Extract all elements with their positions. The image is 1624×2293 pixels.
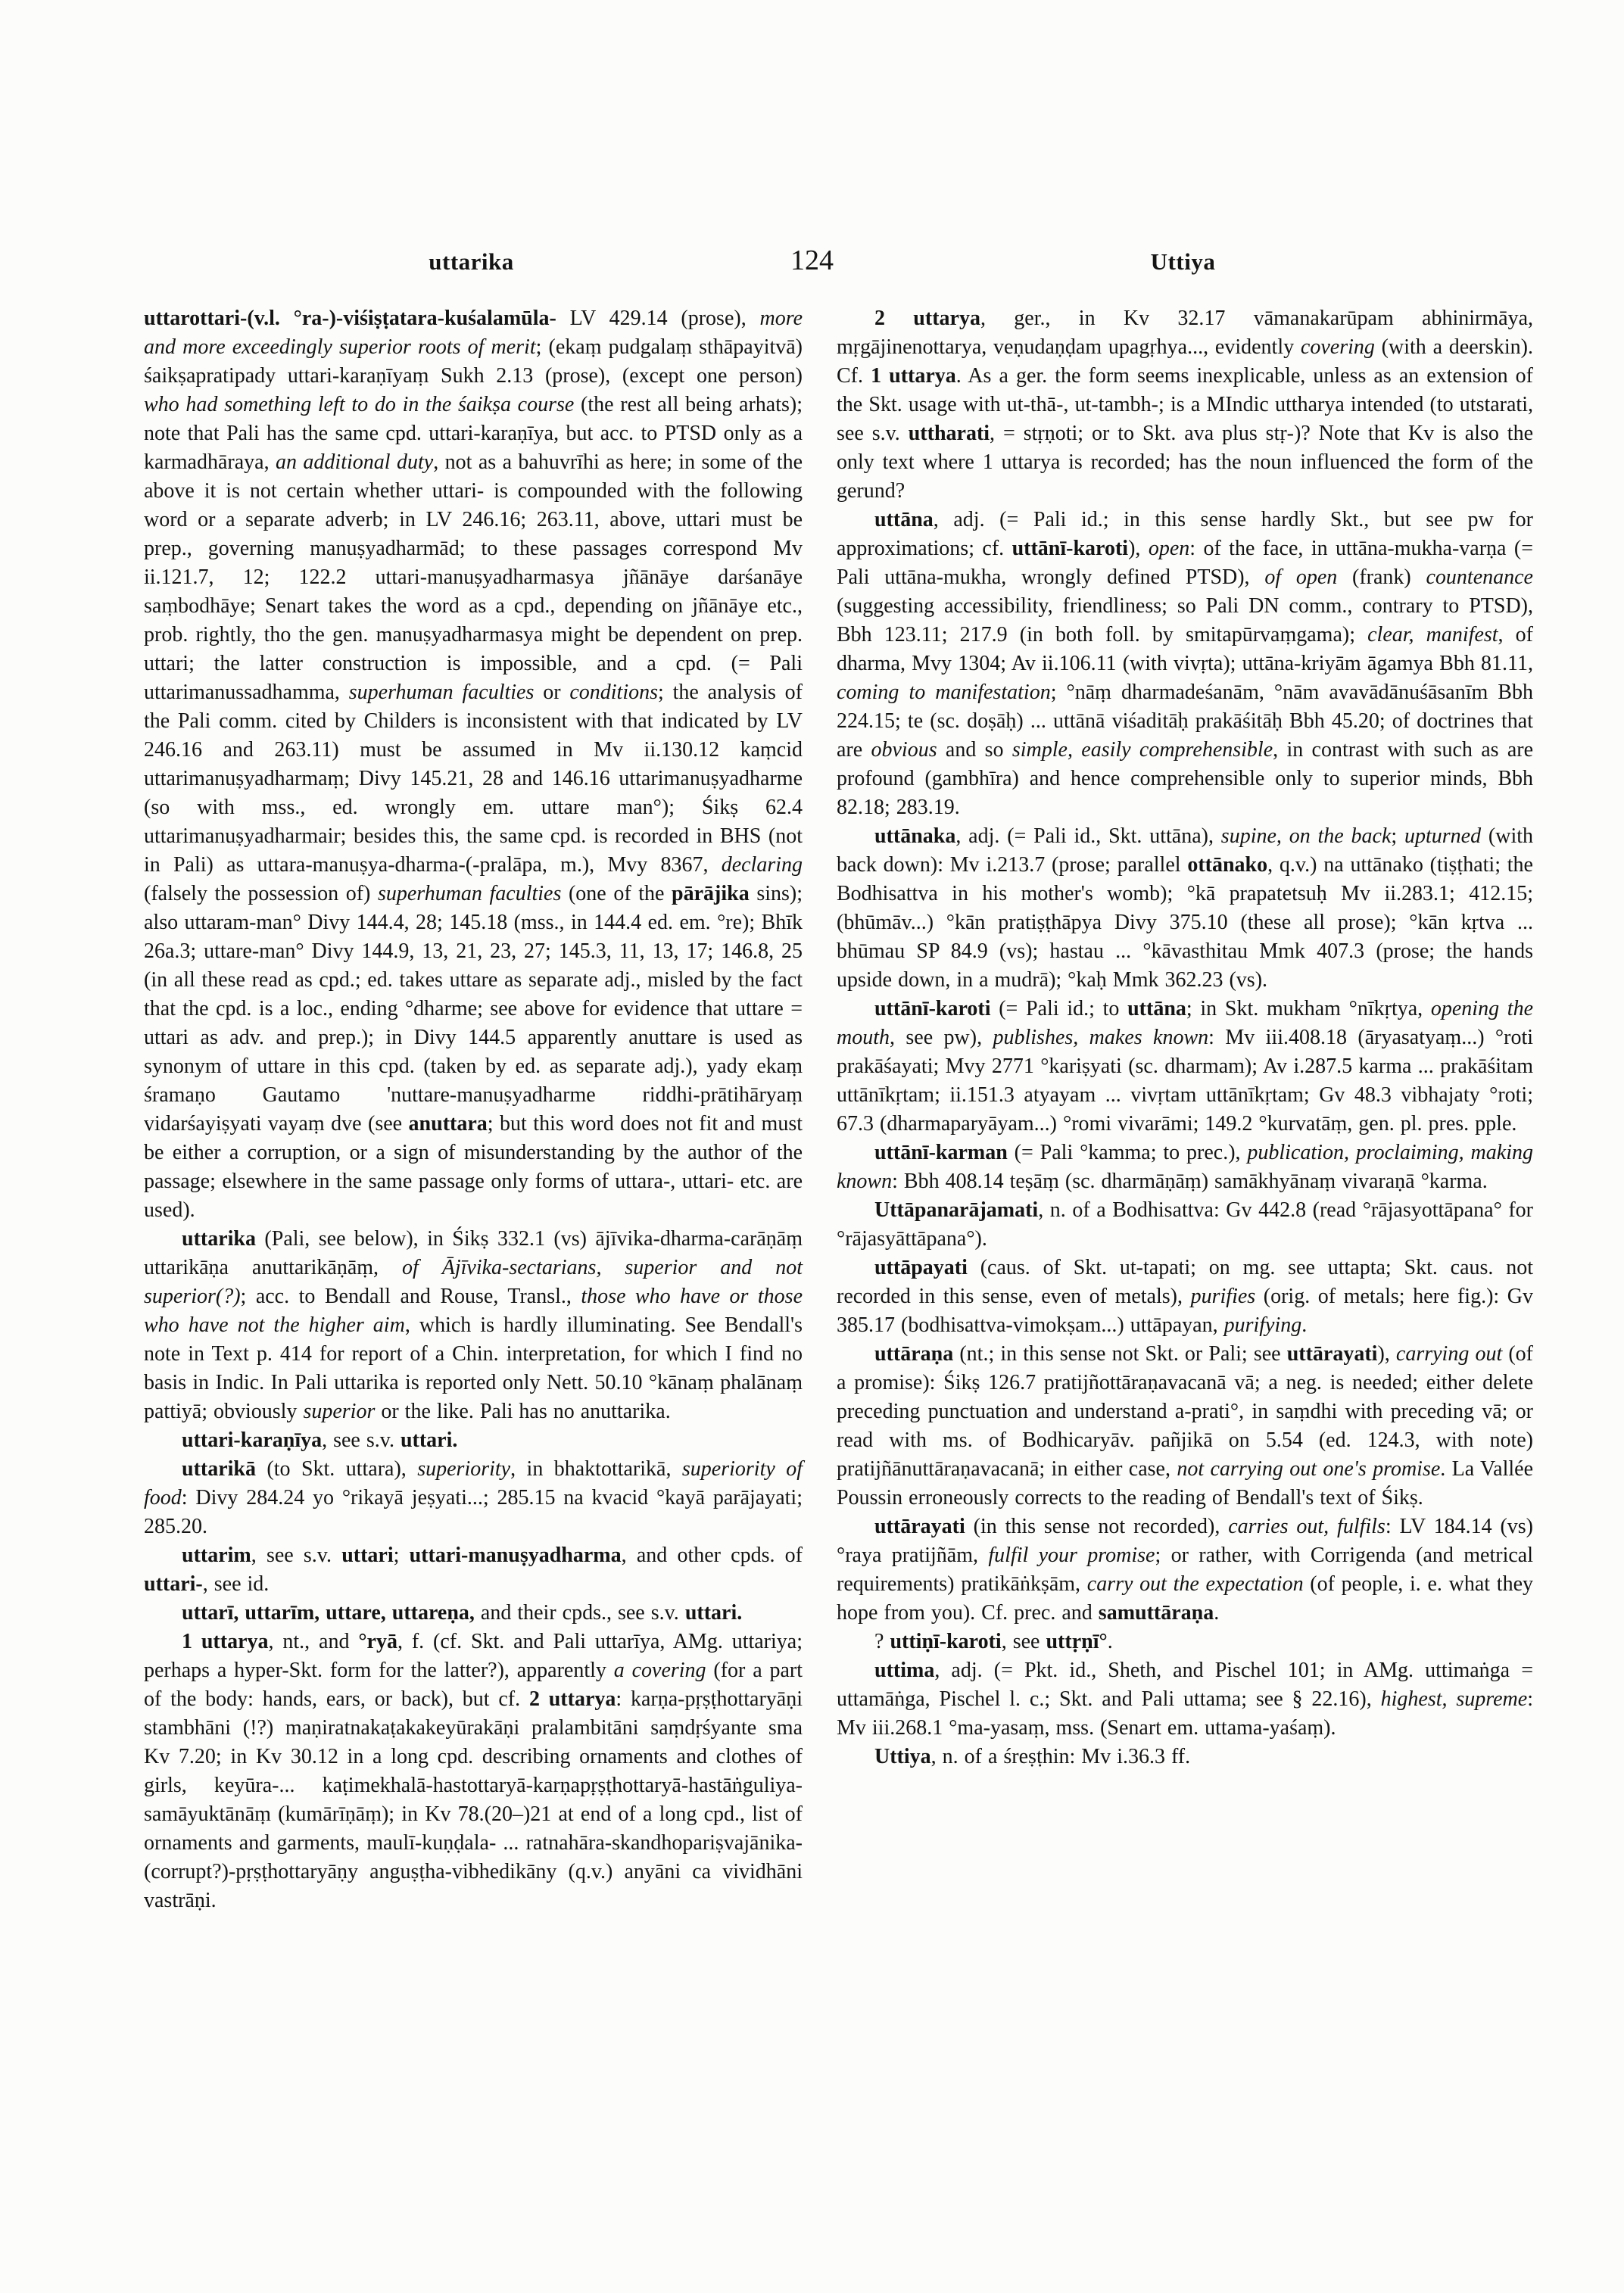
column-left: [144, 304, 803, 1915]
dictionary-entry: [837, 1656, 1533, 1743]
headword: uttima: [874, 1659, 935, 1682]
entry-text: (the rest all being arhats); note that Pali has the same cpd. uttari-karaṇīya, but acc. to PTSD only as a karmadhāraya,: [144, 393, 803, 474]
entry-text: .: [1214, 1601, 1220, 1625]
entry-text: ;: [1391, 824, 1404, 848]
dictionary-entry: [837, 1196, 1533, 1254]
gloss: superhuman faculties: [377, 882, 562, 905]
entry-text: : Bbh 408.14 teṣāṃ (sc. dharmāṇāṃ) samākhyānaṃ vivaraṇā °karma.: [892, 1170, 1488, 1193]
entry-text: (one of the: [561, 882, 672, 905]
entry-text: (= Pali °kamma; to prec.),: [1007, 1141, 1248, 1164]
headword: uttarikā: [182, 1457, 256, 1481]
headword: uttarī, uttarīm, uttare, uttareṇa,: [182, 1601, 475, 1625]
gloss: superior: [303, 1400, 376, 1423]
entry-text: , of dharma, Mvy 1304; Av ii.106.11 (with vivṛta); uttāna-kriyām āgamya Bbh 81.11,: [837, 623, 1533, 675]
entry-text: , adj. (= Pali id., Skt. uttāna),: [955, 824, 1221, 848]
gloss: carries out, fulfils: [1228, 1515, 1386, 1538]
entry-text: ),: [1377, 1342, 1396, 1366]
entry-text: (for a part of the body: hands, ears, or back), but cf.: [144, 1659, 803, 1711]
entry-text: ; but this word does not fit and must be either a corruption, or a sign of misunderstanding by the author of the passage; elsewhere in the same passage only forms of uttara-, uttari- etc. are used).: [144, 1112, 803, 1222]
entry-text: , which is hardly illuminating. See Bendall's note in Text p. 414 for report of a Chin. interpretation, for which I find no basis in Indic. In Pali uttarika is reported only Nett. 50.10 °kānaṃ phalānaṃ pattiyā; obviously: [144, 1313, 803, 1423]
headword: Uttiya: [874, 1745, 931, 1768]
headword: uttāpayati: [874, 1256, 968, 1279]
headword: uttari.: [684, 1601, 743, 1625]
entry-text: (= Pali id.; to: [990, 997, 1128, 1020]
entry-text: , n. of a Bodhisattva: Gv 442.8 (read °rājasyottāpana° for °rājasyāttāpana°).: [837, 1198, 1533, 1251]
gloss: of open: [1264, 565, 1338, 589]
entry-text: , adj. (= Pkt. id., Sheth, and Pischel 101; in AMg. uttimaṅga = uttamāṅga, Pischel l. c.; Skt. and Pali uttama; see § 22.16),: [837, 1659, 1533, 1711]
gloss: superiority of food: [144, 1457, 803, 1509]
entry-text: , see s.v.: [322, 1428, 401, 1452]
headword: samuttāraṇa: [1098, 1601, 1214, 1625]
entry-text: : Divy 284.24 yo °rikayā jeṣyati...; 285.15 na kvacid °kayā parājayati; 285.20.: [144, 1486, 803, 1538]
headword: Uttāpanarājamati: [874, 1198, 1039, 1222]
gloss: simple, easily comprehensible: [1011, 738, 1273, 762]
gloss: purifies: [1190, 1285, 1256, 1308]
gloss: fulfil your promise: [988, 1544, 1155, 1567]
gloss: supine, on the back: [1220, 824, 1392, 848]
gloss: not carrying out one's promise: [1177, 1457, 1441, 1481]
entry-text: : of the face, in uttāna-mukha-varṇa (= Pali uttāna-mukha, wrongly defined PTSD),: [837, 537, 1534, 589]
headword: pārājika: [672, 882, 750, 905]
gloss: conditions: [569, 681, 659, 704]
headword: uttāraṇa: [874, 1342, 954, 1366]
entry-text: , nt., and: [268, 1630, 359, 1653]
running-head: [0, 245, 1624, 286]
headword: uttānī-karoti: [1011, 537, 1129, 560]
entry-text: (frank): [1337, 565, 1426, 589]
headword: uttarika: [182, 1227, 256, 1251]
entry-text: : karṇa-pṛṣṭhottaryāṇi stambhāni (!?) maṇiratnakaṭakakeyūrakāṇi pralambitāni saṃdṛśyante sma Kv 7.20; in Kv 30.12 in a long cpd. describing ornaments and clothes of girls, keyūra-... kaṭimekhalā-hastottaryā-karṇapṛṣṭhottaryā-hastāṅguliya-samāyuktānāṃ (kumārīṇāṃ); in Kv 78.(20–)21 at end of a long cpd., list of ornaments and garments, maulī-kuṇḍala- ... ratnahāra-skandhopariṣvajānika-(corrupt?)-pṛṣṭhottaryāṇy anguṣṭha-vibhedikāny (q.v.) anyāni ca vividhāni vastrāṇi.: [144, 1687, 803, 1912]
dictionary-entry: [144, 304, 803, 1225]
dictionary-entry: [837, 304, 1533, 506]
headword: uttiṇī-karoti: [890, 1630, 1002, 1653]
entry-text: ?: [874, 1630, 890, 1653]
entry-text: . La Vallée Poussin erroneously corrects to the reading of Bendall's text of Śikṣ.: [837, 1457, 1534, 1509]
gloss: those who have or those who have not the higher aim: [144, 1285, 803, 1337]
gloss: carry out the expectation: [1086, 1572, 1304, 1596]
gloss: declaring: [721, 853, 803, 877]
gloss: countenance: [1426, 565, 1533, 589]
dictionary-entry: [837, 1340, 1533, 1513]
gloss: coming to manifestation: [837, 681, 1051, 704]
dictionary-entry: [144, 1599, 803, 1628]
gloss: publication, proclaiming, making known: [837, 1141, 1533, 1193]
headword: uttari: [341, 1544, 394, 1567]
entry-text: : Mv iii.408.18 (āryasatyaṃ...) °roti prakāśayati; Mvy 2771 °kariṣyati (sc. dharmam); Av i.287.5 karma ... prakāśitam uttānīkṛtam; ii.151.3 atyayam ... vivṛtam uttānīkṛtam; Gv 48.3 vibhajaty °roti; 67.3 (dharmaparyāyam...) °romi vivarāmi; 149.2 °kurvatāṃ, gen. pl. pres. pple.: [837, 1026, 1534, 1136]
entry-text: (of people, i. e. what they hope from you). Cf. prec. and: [837, 1572, 1533, 1625]
running-head-left-keyword: uttarika: [429, 248, 514, 275]
entry-text: , in contrast with such as are profound (gambhīra) and hence comprehensible only to superior minds, Bbh 82.18; 283.19.: [837, 738, 1533, 819]
entry-text: , = stṛṇoti; or to Skt. ava plus stṛ-)? Note that Kv is also the only text where 1 uttarya is recorded; has the noun influenced the form of the gerund?: [837, 422, 1533, 503]
column-right: [837, 304, 1533, 1915]
dictionary-entry: [837, 1743, 1533, 1771]
headword: anuttara: [408, 1112, 488, 1136]
entry-text: , and other cpds. of: [621, 1544, 803, 1567]
entry-text: , n. of a śreṣṭhin: Mv i.36.3 ff.: [930, 1745, 1191, 1768]
text-columns: [144, 304, 1533, 1915]
entry-text: (with a deerskin). Cf.: [837, 335, 1533, 388]
headword: ottānako: [1187, 853, 1268, 877]
gloss: who had something left to do in the śaikṣa course: [144, 393, 575, 416]
headword: uttarottari-(v.l. °ra-)-viśiṣṭatara-kuśalamūla-: [144, 307, 556, 330]
entry-text: , ger., in Kv 32.17 vāmanakarūpam abhinirmāya, mṛgājinenottarya, veṇudaṇḍam upagṛhya..., evidently: [837, 307, 1533, 359]
gloss: superhuman faculties: [348, 681, 535, 704]
entry-text: , not as a bahuvrīhi as here; in some of the above it is not certain whether uttari- is compounded with the following word or a separate adverb; in LV 246.16; 263.11, above, uttari must be prep., governing manuṣyadharmād; to these passages correspond Mv ii.121.7, 12; 122.2 uttari-manuṣyadharmasya jñānāye darśanāye saṃbodhāye; Senart takes the word as a cpd., depending on jñānāye etc., prob. rightly, tho the gen. manuṣyadharmasya might be dependent on prep. uttari; the latter construction is impossible, and a cpd. (= Pali uttarimanussadhamma,: [144, 450, 803, 704]
gloss: highest, supreme: [1380, 1687, 1528, 1711]
headword: 2 uttarya: [528, 1687, 616, 1711]
entry-text: or: [534, 681, 570, 704]
gloss: obvious: [871, 738, 937, 762]
gloss: upturned: [1404, 824, 1482, 848]
gloss: covering: [1300, 335, 1375, 359]
entry-text: , q.v.) na uttānako (tiṣṭhati; the Bodhisattva in his mother's womb); °kā prapatetsuḥ Mv ii.283.1; 412.15; (bhūmāv...) °kān pratiṣṭhāpya Divy 375.10 (these all prose); °kān kṛtva ... bhūmau SP 84.9 (vs); hastau ... °kāvasthitau Mmk 407.3 (prose; the hands upside down, in a mudrā); °kaḥ Mmk 362.23 (vs).: [837, 853, 1533, 992]
entry-text: (caus. of Skt. ut-tapati; on mg. see uttapta; Skt. caus. not recorded in this sense, even of metals),: [837, 1256, 1533, 1308]
entry-text: (orig. of metals; here fig.): Gv 385.17 (bodhisattva-vimokṣam...) uttāpayan,: [837, 1285, 1533, 1337]
gloss: a covering: [613, 1659, 706, 1682]
entry-text: , see s.v.: [251, 1544, 342, 1567]
gloss: opening the mouth: [837, 997, 1534, 1049]
headword: 2 uttarya: [874, 307, 980, 330]
dictionary-entry: [144, 1225, 803, 1426]
entry-text: , in bhaktottarikā,: [510, 1457, 682, 1481]
headword: uttānī-karoti: [874, 997, 991, 1020]
entry-text: , see id.: [202, 1572, 270, 1596]
entry-text: .: [1107, 1630, 1113, 1653]
gloss: open: [1148, 537, 1190, 560]
entry-text: ; (ekaṃ pudgalaṃ sthāpayitvā) śaikṣapratipady uttari-karaṇīyaṃ Sukh 2.13 (prose), (except one person): [144, 335, 803, 388]
entry-text: and so: [937, 738, 1012, 762]
entry-text: .: [1301, 1313, 1308, 1337]
entry-text: ; the analysis of the Pali comm. cited by Childers is inconsistent with that indicated by LV 246.16 and 263.11) must be assumed in Mv ii.130.12 kaṃcid uttarimanuṣyadharmaṃ; Divy 145.21, 28 and 146.16 uttarimanuṣyadharme (so with mss., ed. wrongly em. uttare man°); Śikṣ 62.4 uttarimanuṣyadharmair; besides this, the same cpd. is recorded in BHS (not in Pali) as uttara-manuṣya-dharma-(-pralāpa, m.), Mvy 8367,: [144, 681, 803, 877]
gloss: purifying: [1223, 1313, 1302, 1337]
entry-text: : Mv iii.268.1 °ma-yasaṃ, mss. (Senart em. uttama-yaśaṃ).: [837, 1687, 1533, 1740]
headword: uttari-karaṇīya: [182, 1428, 323, 1452]
entry-text: or the like. Pali has no anuttarika.: [375, 1400, 671, 1423]
entry-text: (suggesting accessibility, friendliness; so Pali DN comm., contrary to PTSD), Bbh 123.11; 217.9 (in both foll. by smitapūrvaṃgama);: [837, 594, 1533, 646]
headword: uttarim: [182, 1544, 251, 1567]
entry-text: , adj. (= Pali id.; in this sense hardly Skt., but see pw for approximations; cf.: [837, 508, 1533, 560]
gloss: of Ājīvika-sectarians, superior and not superior(?): [144, 1256, 803, 1308]
headword: uttārayati: [874, 1515, 965, 1538]
entry-text: , see pw),: [890, 1026, 993, 1049]
headword: °ryā: [358, 1630, 397, 1653]
headword: uttari-: [144, 1572, 203, 1596]
page-number: 124: [790, 245, 834, 276]
entry-text: LV 429.14 (prose),: [556, 307, 760, 330]
entry-text: (nt.; in this sense not Skt. or Pali; see: [953, 1342, 1287, 1366]
dictionary-entry: [837, 1254, 1533, 1340]
entry-text: ; in Skt. mukham °nīkṛtya,: [1186, 997, 1431, 1020]
entry-text: (to Skt. uttara),: [256, 1457, 418, 1481]
entry-text: (falsely the possession of): [144, 882, 378, 905]
headword: 1 uttarya: [182, 1630, 269, 1653]
entry-text: sins); also uttaram-man° Divy 144.4, 28; 145.18 (mss., in 144.4 ed. em. °re); Bhīk 26a.3; uttare-man° Divy 144.9, 13, 21, 23, 27; 145.3, 11, 13, 17; 146.8, 25 (in all these read as cpd.; ed. takes uttare as separate adj., misled by the fact that the cpd. is a loc., ending °dharme; see above for evidence that uttare = uttari as adv. and prep.); in Divy 144.5 apparently anuttare is used as synonym of uttare in this cpd. (taken by ed. as separate adj.), yady ekaṃ śramaṇo Gautamo 'nuttare-manuṣyadharme riddhi-prātihāryaṃ vidarśayiṣyati vayaṃ dve (see: [144, 882, 803, 1136]
dictionary-entry: [144, 1455, 803, 1541]
dictionary-entry: [144, 1628, 803, 1915]
gloss: carrying out: [1395, 1342, 1503, 1366]
gloss: more and more exceedingly superior roots of merit: [144, 307, 803, 359]
entry-text: ; or rather, with Corrigenda (and metrical requirements) pratikāṅkṣām,: [837, 1544, 1533, 1596]
entry-text: , f. (cf. Skt. and Pali uttarīya, AMg. uttariya; perhaps a hyper-Skt. form for the latter?), apparently: [144, 1630, 803, 1682]
entry-text: ;: [393, 1544, 410, 1567]
dictionary-entry: [837, 1628, 1533, 1656]
entry-text: (with back down): Mv i.213.7 (prose; parallel: [837, 824, 1534, 877]
entry-text: ; acc. to Bendall and Rouse, Transl.,: [240, 1285, 581, 1308]
dictionary-entry: [837, 1513, 1533, 1628]
dictionary-entry: [837, 995, 1533, 1139]
headword: uttāna: [874, 508, 934, 531]
headword: uttari-manuṣyadharma: [409, 1544, 622, 1567]
gloss: superiority: [417, 1457, 511, 1481]
entry-text: (in this sense not recorded),: [965, 1515, 1229, 1538]
entry-text: : LV 184.14 (vs) °raya pratijñām,: [837, 1515, 1533, 1567]
dictionary-entry: [837, 506, 1533, 822]
entry-text: , see: [1001, 1630, 1046, 1653]
gloss: an additional duty: [276, 450, 434, 474]
entry-text: (of a promise): Śikṣ 126.7 pratijñottāraṇavacanā vā; a neg. is needed; either delete preceding punctuation and understand a-prati°, in saṃdhi with preceding vā; or read with ms. of Bodhicaryāv. pañjikā on 5.54 (ed. 124.3, with note) pratijñānuttāraṇavacanā; in either case,: [837, 1342, 1533, 1481]
headword: uttārayati: [1286, 1342, 1378, 1366]
entry-text: ; °nāṃ dharmadeśanām, °nām avavādānuśāsanīm Bbh 224.15; te (sc. doṣāḥ) ... uttānā viśaditāḥ prakāśitāḥ Bbh 45.20; of doctrines that are: [837, 681, 1533, 762]
gloss: clear, manifest: [1367, 623, 1498, 646]
headword: uttharati: [908, 422, 990, 445]
dictionary-entry: [837, 1139, 1533, 1196]
entry-text: ),: [1128, 537, 1149, 560]
headword: uttṛṇī°: [1046, 1630, 1108, 1653]
headword: 1 uttarya: [871, 364, 956, 388]
dictionary-entry: [144, 1426, 803, 1455]
dictionary-entry: [144, 1541, 803, 1599]
entry-text: . As a ger. the form seems inexplicable, unless as an extension of the Skt. usage with ut-thā-, ut-tambh-; is a MIndic uttharya intended (to utstarati, see s.v.: [837, 364, 1534, 445]
headword: uttari.: [400, 1428, 458, 1452]
headword: uttāna: [1127, 997, 1186, 1020]
dictionary-entry: [837, 822, 1533, 995]
entry-text: (Pali, see below), in Śikṣ 332.1 (vs) ājīvika-dharma-carāṇāṃ uttarikāṇa anuttarikāṇāṃ,: [144, 1227, 803, 1279]
headword: uttānaka: [874, 824, 956, 848]
gloss: publishes, makes known: [993, 1026, 1209, 1049]
headword: uttānī-karman: [874, 1141, 1008, 1164]
running-head-right-keyword: Uttiya: [1150, 248, 1216, 275]
entry-text: and their cpds., see s.v.: [474, 1601, 685, 1625]
